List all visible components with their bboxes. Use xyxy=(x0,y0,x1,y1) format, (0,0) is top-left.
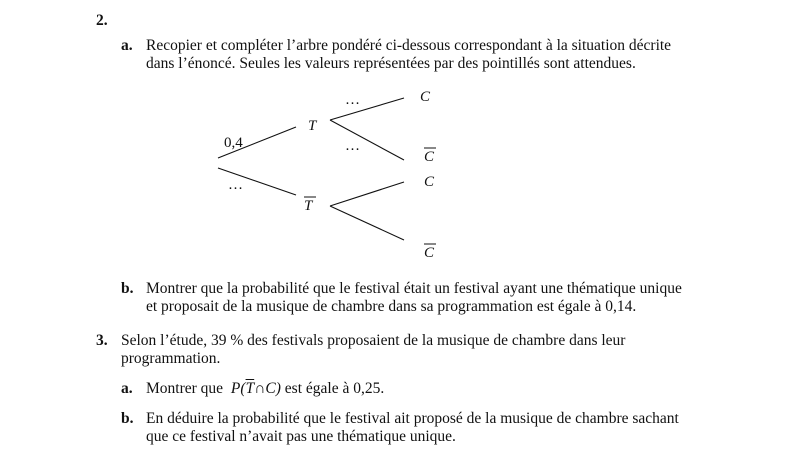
weight-T: 0,4 xyxy=(224,135,243,151)
question-2b-line2: et proposait de la musique de chambre dans sa programmation est égale à 0,14. xyxy=(146,298,637,315)
formula-c: C xyxy=(265,380,276,397)
question-3b-label: b. xyxy=(121,410,134,427)
formula-close: ) xyxy=(275,380,281,397)
question-3-line2: programmation. xyxy=(121,350,221,367)
weight-T-C: … xyxy=(345,92,360,108)
formula-p: P( xyxy=(230,380,246,397)
node-Tbar: T xyxy=(304,198,313,214)
branch-Tbar-C xyxy=(330,182,404,206)
question-2b-label: b. xyxy=(121,280,134,297)
branch-T-C xyxy=(330,98,404,120)
question-3a-label: a. xyxy=(121,380,133,397)
question-2a-label: a. xyxy=(121,37,133,54)
leaf-Tbar-C: C xyxy=(424,174,435,190)
leaf-Tbar-Cbar: C xyxy=(424,245,435,261)
formula-cap: ∩ xyxy=(254,380,266,397)
question-3a-suffix: est égale à 0,25. xyxy=(284,380,385,397)
question-2-number: 2. xyxy=(96,12,108,29)
leaf-T-C: C xyxy=(420,89,431,105)
formula-t-bar: $\overline{T}$ xyxy=(245,380,255,397)
weight-Tbar: … xyxy=(228,177,243,193)
question-3b-line2: que ce festival n’avait pas une thématique unique. xyxy=(146,428,456,445)
question-2b-line1: Montrer que la probabilité que le festival était un festival ayant une thématique unique xyxy=(146,280,682,297)
question-3-number: 3. xyxy=(96,332,108,349)
overbars xyxy=(304,148,436,244)
question-3a-text xyxy=(146,380,384,398)
question-2a-line2: dans l’énoncé. Seules les valeurs représentées par des pointillés sont attendues. xyxy=(146,55,636,72)
branch-T-Cbar xyxy=(330,120,404,160)
question-3b-line1: En déduire la probabilité que le festival ait proposé de la musique de chambre sachant xyxy=(146,410,679,427)
question-2a-line1: Recopier et compléter l’arbre pondéré ci-dessous correspondant à la situation décrite xyxy=(146,37,672,54)
question-3-line1: Selon l’étude, 39 % des festivals proposaient de la musique de chambre dans leur xyxy=(121,332,626,349)
leaf-T-Cbar: C xyxy=(424,149,435,165)
question-3a-prefix: Montrer que xyxy=(146,380,224,397)
node-T: T xyxy=(308,118,317,134)
weight-T-Cbar: … xyxy=(345,138,360,154)
branch-Tbar-Cbar xyxy=(330,206,404,240)
